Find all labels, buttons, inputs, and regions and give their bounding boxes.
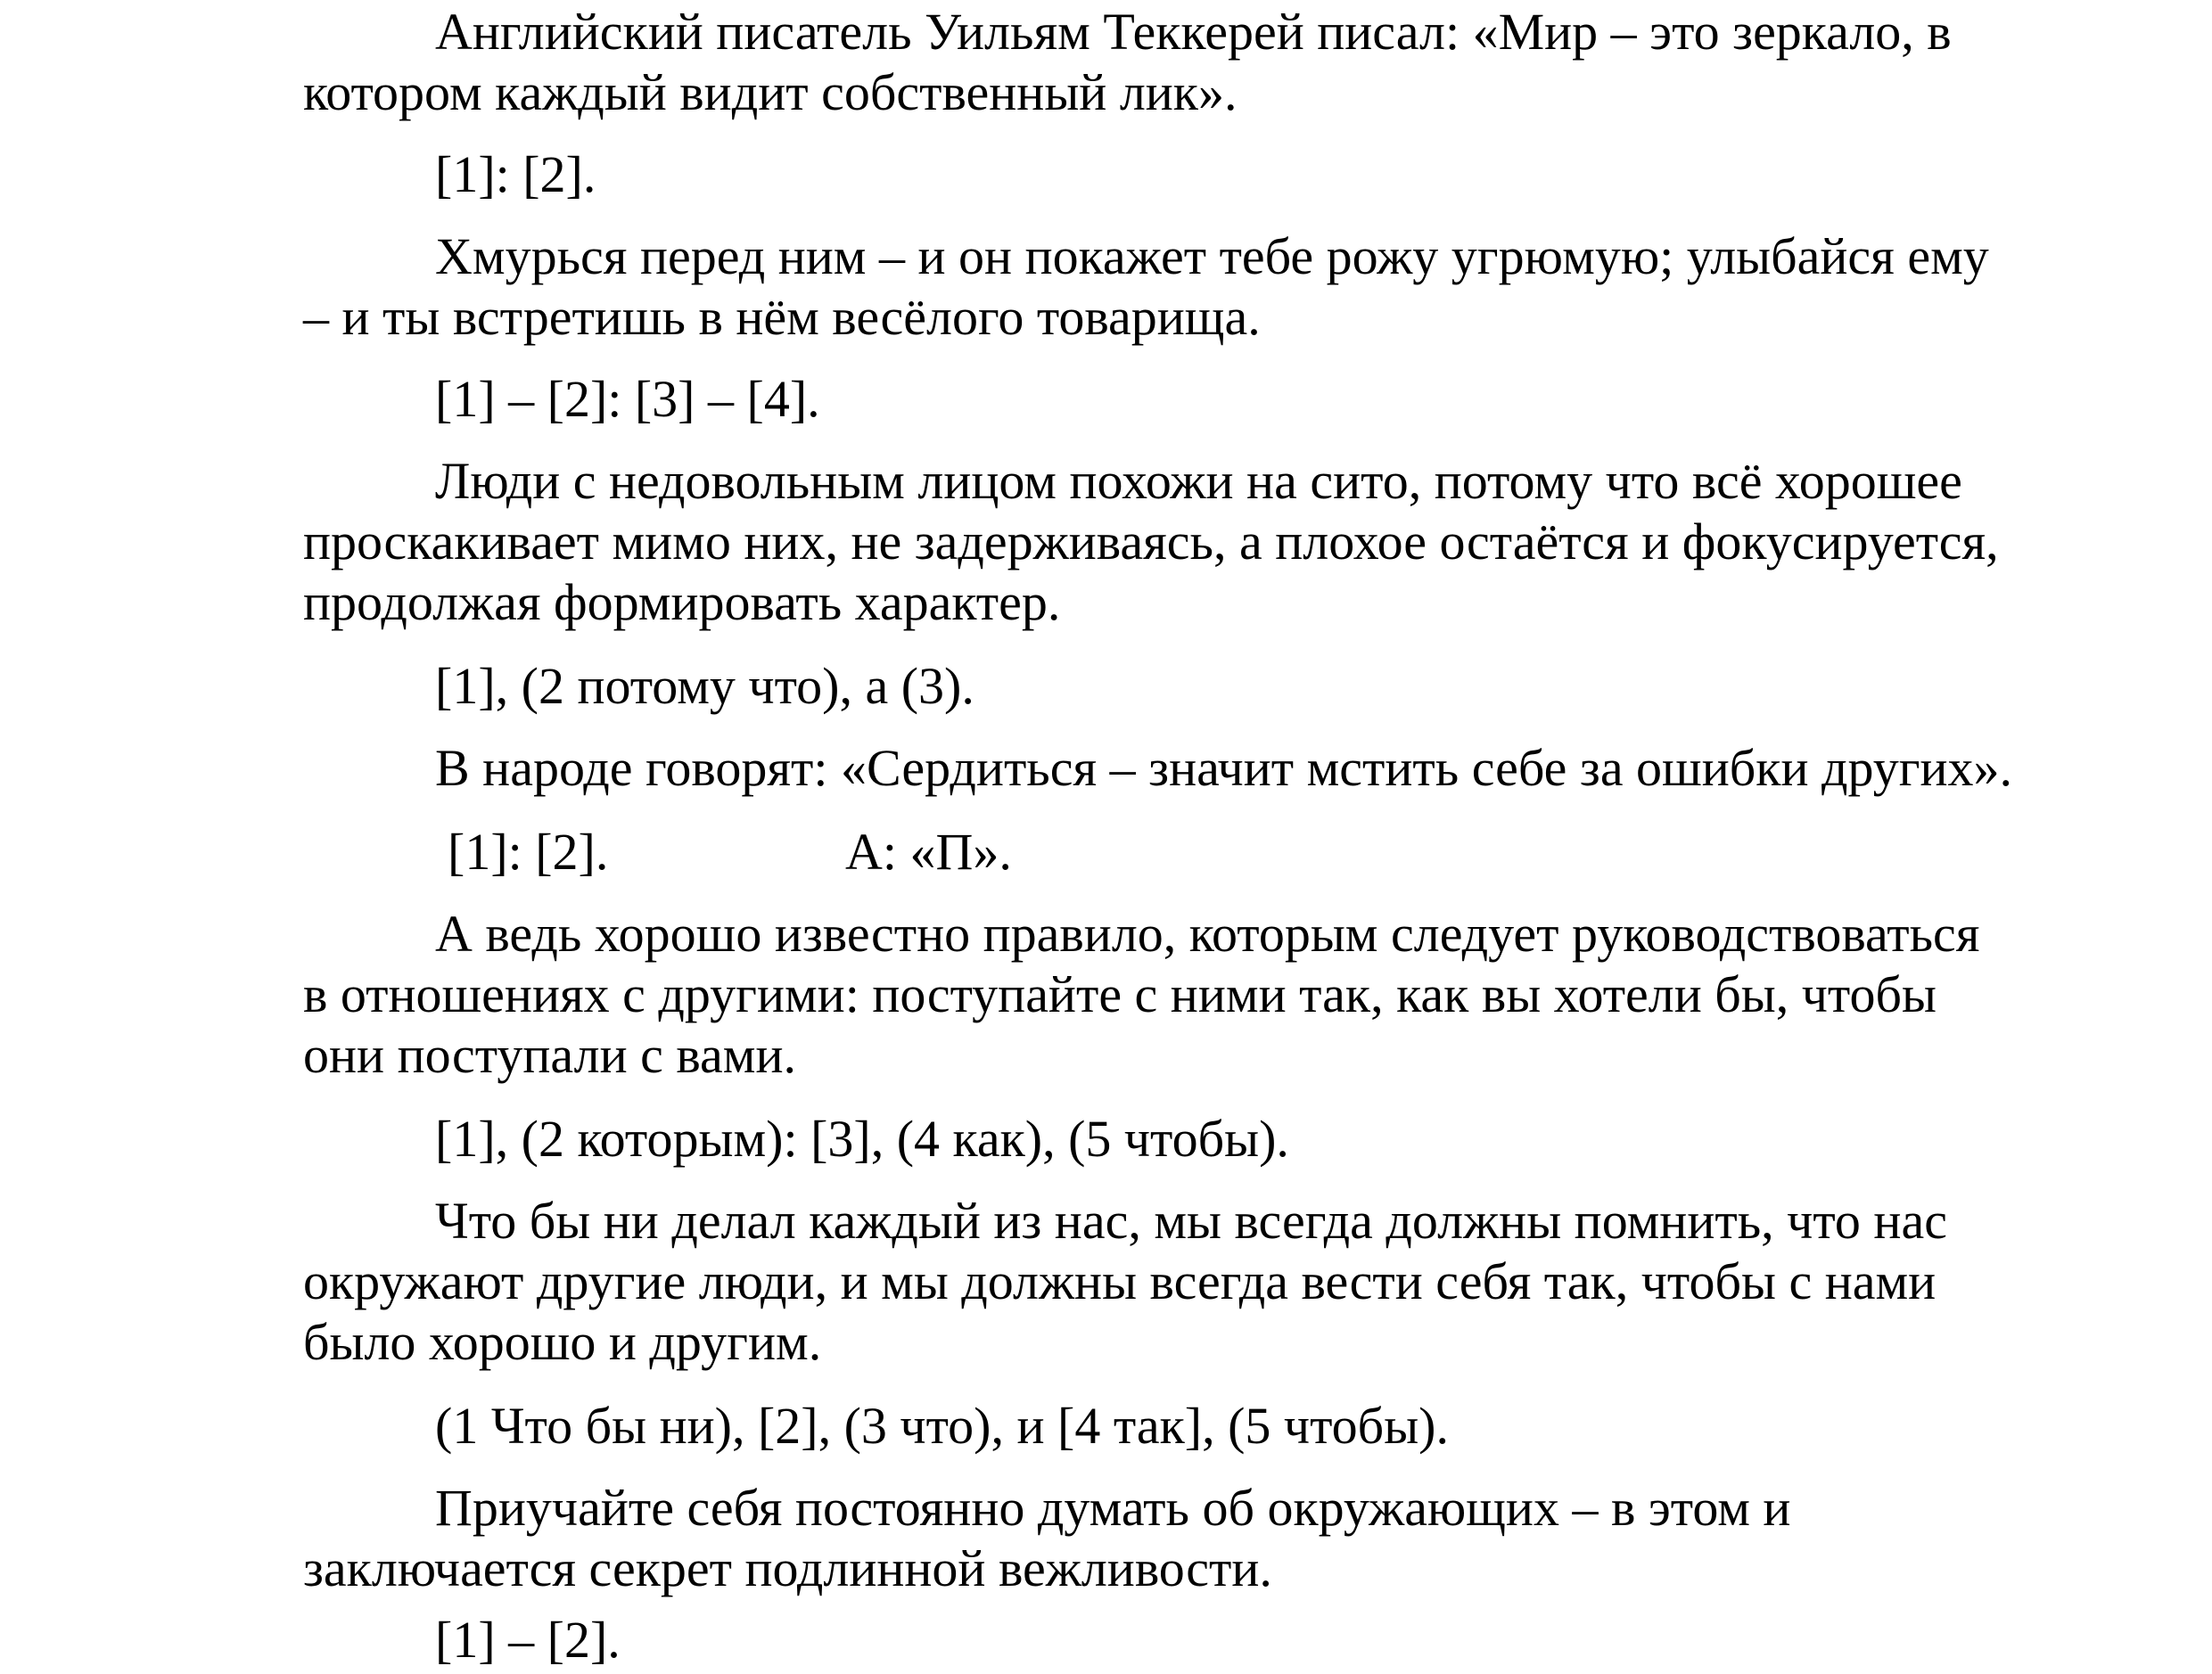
sentence-line: Люди с недовольным лицом похожи на сито, потому что всё хорошее (435, 452, 1962, 510)
scheme-7: [1] – [2]. (435, 1611, 621, 1669)
sentence-line: проскакивает мимо них, не задерживаясь, а плохое остаётся и фокусируется, (303, 513, 1999, 570)
sentence-line: Что бы ни делал каждый из нас, мы всегда должны помнить, что нас (435, 1192, 1947, 1250)
scheme-2: [1] – [2]: [3] – [4]. (435, 370, 820, 428)
scheme-6: (1 Что бы ни), [2], (3 что), и [4 так], (5 чтобы). (435, 1397, 1449, 1455)
sentence-line: окружают другие люди, и мы должны всегда вести себя так, чтобы с нами (303, 1252, 1937, 1310)
sentence-1 (303, 2, 2068, 123)
sentence-2 (303, 226, 2068, 348)
sentence-line: котором каждый видит собственный лик». (303, 63, 1238, 121)
sentence-line: в отношениях с другими: поступайте с ними так, как вы хотели бы, чтобы (303, 965, 1937, 1023)
sentence-7 (303, 1478, 2068, 1599)
sentence-4 (303, 738, 2068, 799)
scheme-4-speech-pattern: А: «П». (845, 823, 1012, 881)
sentence-line: заключается секрет подлинной вежливости. (303, 1539, 1272, 1597)
sentence-3 (303, 451, 2068, 633)
sentence-line: они поступали с вами. (303, 1026, 797, 1084)
sentence-line: В народе говорят: «Сердиться – значит мстить себе за ошибки других». (435, 739, 2013, 797)
sentence-line: Хмурься перед ним – и он покажет тебе рожу угрюмую; улыбайся ему (435, 227, 1989, 285)
scheme-1: [1]: [2]. (435, 145, 596, 203)
sentence-line: Приучайте себя постоянно думать об окружающих – в этом и (435, 1479, 1791, 1537)
sentence-line: А ведь хорошо известно правило, которым следует руководствоваться (435, 905, 1980, 963)
scheme-5: [1], (2 которым): [3], (4 как), (5 чтобы). (435, 1110, 1289, 1168)
scheme-3: [1], (2 потому что), а (3). (435, 657, 974, 715)
sentence-5 (303, 904, 2068, 1086)
sentence-6 (303, 1191, 2068, 1373)
sentence-line: – и ты встретишь в нём весёлого товарища. (303, 288, 1261, 346)
scheme-4: [1]: [2]. (448, 823, 609, 881)
sentence-line: Английский писатель Уильям Теккерей писал: «Мир – это зеркало, в (435, 3, 1952, 61)
sentence-line: продолжая формировать характер. (303, 573, 1061, 631)
sentence-line: было хорошо и другим. (303, 1313, 822, 1371)
